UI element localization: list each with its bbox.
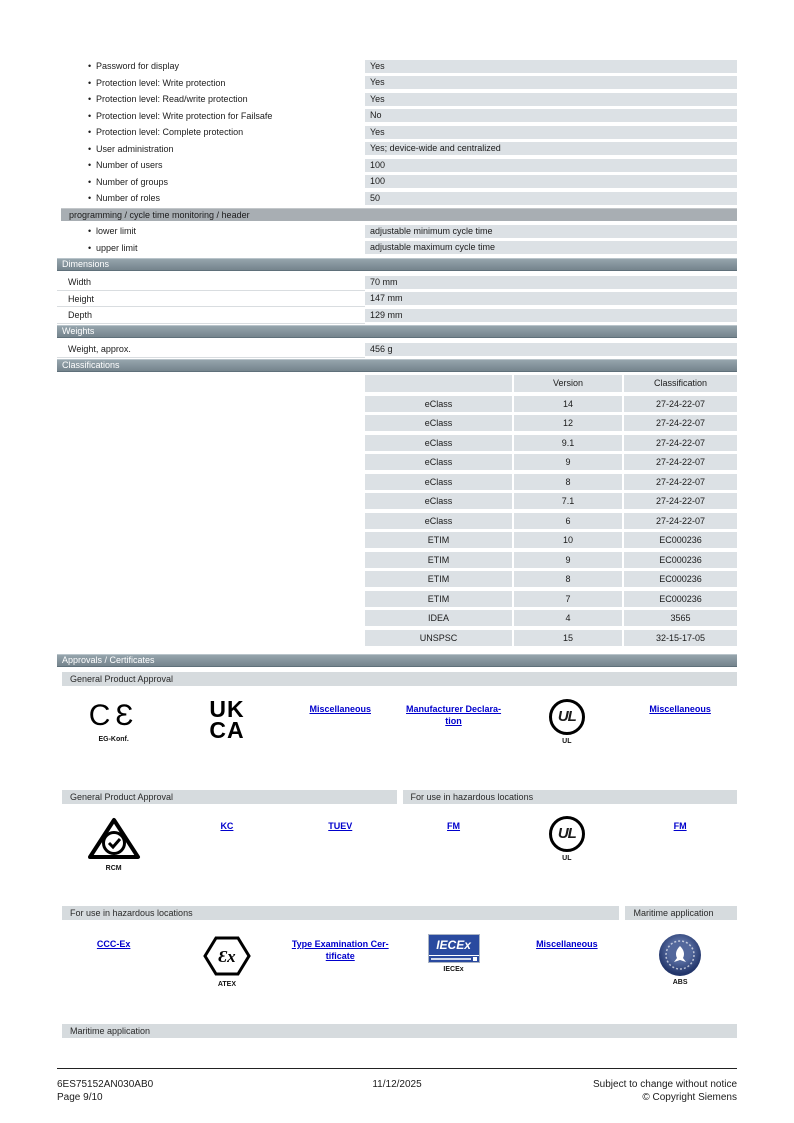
certificate-link[interactable] <box>292 938 389 962</box>
spec-label: Weight, approx. <box>57 341 365 358</box>
programming-rows <box>57 223 737 256</box>
approval-group-header: For use in hazardous locations <box>62 906 619 920</box>
column-header-classification: Classification <box>624 375 737 392</box>
certificate-link-text[interactable]: tificate <box>325 951 355 961</box>
spec-label: • Protection level: Write protection for Failsafe <box>57 111 365 121</box>
classification-code: 27-24-22-07 <box>624 435 737 451</box>
approval-cell <box>510 695 623 790</box>
approval-cell <box>623 695 736 790</box>
classification-version: 6 <box>514 513 622 529</box>
logo-caption: UL <box>562 855 572 862</box>
approval-cell <box>510 930 623 1022</box>
spec-value: 50 <box>365 192 737 205</box>
approval-group-header: General Product Approval <box>62 790 397 804</box>
spec-row <box>57 58 737 75</box>
spec-value: adjustable minimum cycle time <box>365 225 737 238</box>
ce-mark-icon: CƐ <box>88 699 139 732</box>
approval-cell <box>170 930 283 1022</box>
spec-row <box>57 75 737 92</box>
ukca-logo <box>209 696 245 744</box>
section-header-approvals: Approvals / Certificates <box>57 654 737 667</box>
certificate-link-text[interactable]: KC <box>220 821 234 831</box>
classification-row <box>365 415 737 431</box>
ul-logo <box>549 816 585 862</box>
classification-row <box>365 435 737 451</box>
classification-code: 27-24-22-07 <box>624 493 737 509</box>
classification-code: 27-24-22-07 <box>624 396 737 412</box>
certificate-link-text[interactable]: TUEV <box>328 821 353 831</box>
certificate-link[interactable] <box>309 703 371 715</box>
classification-version: 4 <box>514 610 622 626</box>
spec-value: 100 <box>365 175 737 188</box>
spec-label: Width <box>57 274 365 291</box>
classification-row <box>365 630 737 646</box>
approval-cell <box>510 812 623 904</box>
approval-cell <box>284 695 397 790</box>
classification-row <box>365 454 737 470</box>
classification-code: 27-24-22-07 <box>624 454 737 470</box>
spec-value: Yes <box>365 60 737 73</box>
spec-row <box>57 108 737 125</box>
classification-system: eClass <box>365 435 512 451</box>
spec-row <box>57 341 737 358</box>
classification-code: EC000236 <box>624 571 737 587</box>
certificate-link-text[interactable]: CCC-Ex <box>96 939 131 949</box>
atex-mark-icon <box>203 934 251 978</box>
classification-version: 8 <box>514 474 622 490</box>
classification-code: EC000236 <box>624 552 737 568</box>
spec-row <box>57 190 737 207</box>
copyright: © Copyright Siemens <box>642 1092 737 1103</box>
approval-row <box>57 930 737 1022</box>
classification-row <box>365 493 737 509</box>
classifications-table <box>365 375 737 649</box>
approval-cell <box>397 695 510 790</box>
approval-cell <box>397 812 510 904</box>
approval-cell <box>284 812 397 904</box>
spec-label: • User administration <box>57 144 365 154</box>
spec-value: adjustable maximum cycle time <box>365 241 737 254</box>
classification-version: 15 <box>514 630 622 646</box>
classification-version: 8 <box>514 571 622 587</box>
classification-version: 7 <box>514 591 622 607</box>
certificate-link[interactable] <box>97 938 131 950</box>
approval-cell <box>397 930 510 1022</box>
approval-cell <box>170 812 283 904</box>
classification-system: eClass <box>365 396 512 412</box>
approval-cell <box>57 695 170 790</box>
spec-label: • Number of users <box>57 160 365 170</box>
spec-row <box>57 307 737 324</box>
weights-rows <box>57 341 737 358</box>
spec-row <box>57 124 737 141</box>
certificate-link[interactable] <box>649 703 711 715</box>
spec-value: 456 g <box>365 343 737 356</box>
ce-logo <box>89 699 139 743</box>
approval-cell <box>170 695 283 790</box>
classification-row <box>365 571 737 587</box>
spec-label: • Protection level: Write protection <box>57 78 365 88</box>
spec-row <box>57 274 737 291</box>
certificate-link-text[interactable]: FM <box>673 821 687 831</box>
ul-mark-icon: UL <box>549 699 585 735</box>
certificate-link[interactable] <box>406 703 501 727</box>
spec-label: • Protection level: Complete protection <box>57 127 365 137</box>
classification-version: 9 <box>514 454 622 470</box>
column-header-blank <box>365 375 512 392</box>
classification-row <box>365 532 737 548</box>
ukca-mark-icon: UK CA <box>209 696 245 744</box>
classification-code: 27-24-22-07 <box>624 513 737 529</box>
classification-version: 9 <box>514 552 622 568</box>
spec-value: 100 <box>365 159 737 172</box>
classification-system: eClass <box>365 513 512 529</box>
certificate-link-text[interactable]: Type Examination Cer- <box>291 939 389 949</box>
approval-group-header: For use in hazardous locations <box>403 790 738 804</box>
classification-code: EC000236 <box>624 591 737 607</box>
certificate-link-text[interactable]: Miscellaneous <box>536 939 598 949</box>
classification-row <box>365 474 737 490</box>
classification-code: EC000236 <box>624 532 737 548</box>
classification-system: ETIM <box>365 532 512 548</box>
classification-version: 9.1 <box>514 435 622 451</box>
approval-cell <box>57 930 170 1022</box>
abs-logo <box>659 934 701 986</box>
spec-value: No <box>365 109 737 122</box>
logo-caption: ATEX <box>217 981 237 988</box>
spec-row <box>57 240 737 257</box>
approval-group-header: General Product Approval <box>62 672 737 686</box>
classification-version: 12 <box>514 415 622 431</box>
certificate-link[interactable] <box>447 820 460 832</box>
spec-row <box>57 291 737 308</box>
classification-version: 10 <box>514 532 622 548</box>
abs-mark-icon <box>659 934 701 976</box>
logo-caption: RCM <box>105 865 122 872</box>
classification-code: 27-24-22-07 <box>624 474 737 490</box>
section-header-weights: Weights <box>57 325 737 338</box>
atex-logo <box>203 934 251 988</box>
iecex-mark-icon: IECEx <box>428 934 480 963</box>
classification-code: 3565 <box>624 610 737 626</box>
spec-label: • Number of groups <box>57 177 365 187</box>
certificate-link-text[interactable]: FM <box>447 821 461 831</box>
spec-row <box>57 91 737 108</box>
spec-label: • Protection level: Read/write protection <box>57 94 365 104</box>
spec-value: Yes <box>365 76 737 89</box>
certificate-link[interactable] <box>220 820 233 832</box>
classifications-table-header <box>365 375 737 392</box>
approval-cell <box>284 930 397 1022</box>
page-footer <box>57 1068 737 1104</box>
section-header-dimensions: Dimensions <box>57 258 737 271</box>
spec-label: • lower limit <box>57 226 365 236</box>
classification-system: eClass <box>365 493 512 509</box>
iecex-logo <box>428 934 480 973</box>
approval-cell <box>57 812 170 904</box>
certificate-link[interactable] <box>674 820 687 832</box>
logo-caption: EG-Konf. <box>98 736 129 743</box>
spec-row <box>57 223 737 240</box>
spec-value: 147 mm <box>365 292 737 305</box>
spec-label: Height <box>57 291 365 308</box>
spec-label: • Number of roles <box>57 193 365 203</box>
ul-mark-icon: UL <box>549 816 585 852</box>
spec-value: 129 mm <box>365 309 737 322</box>
spec-row <box>57 157 737 174</box>
classification-system: UNSPSC <box>365 630 512 646</box>
spec-row <box>57 174 737 191</box>
classification-system: IDEA <box>365 610 512 626</box>
spec-label: Depth <box>57 307 365 324</box>
footer-date: 11/12/2025 <box>372 1079 422 1090</box>
approval-cell <box>623 812 736 904</box>
approval-group-header: Maritime application <box>625 906 737 920</box>
classification-row <box>365 396 737 412</box>
classification-system: ETIM <box>365 571 512 587</box>
certificate-link-text[interactable]: Miscellaneous <box>649 704 711 714</box>
ul-logo <box>549 699 585 745</box>
classification-code: 27-24-22-07 <box>624 415 737 431</box>
logo-caption: ABS <box>672 979 688 986</box>
spec-value: Yes <box>365 93 737 106</box>
classification-row <box>365 610 737 626</box>
classification-row <box>365 591 737 607</box>
classification-system: ETIM <box>365 591 512 607</box>
spec-value: Yes; device-wide and centralized <box>365 142 737 155</box>
spec-table <box>57 58 737 207</box>
classification-row <box>365 552 737 568</box>
classification-code: 32-15-17-05 <box>624 630 737 646</box>
dimensions-rows <box>57 274 737 324</box>
logo-caption: UL <box>562 738 572 745</box>
svg-text:Ɛx: Ɛx <box>218 947 236 966</box>
spec-value: 70 mm <box>365 276 737 289</box>
certificate-link[interactable] <box>536 938 598 950</box>
classification-system: ETIM <box>365 552 512 568</box>
certificate-link-text[interactable]: Manufacturer Declara- <box>406 704 502 714</box>
classification-version: 7.1 <box>514 493 622 509</box>
page-number: Page 9/10 <box>57 1092 103 1103</box>
classification-row <box>365 513 737 529</box>
change-notice: Subject to change without notice <box>593 1079 737 1090</box>
certificate-link-text[interactable]: tion <box>445 716 462 726</box>
classification-version: 14 <box>514 396 622 412</box>
section-header-classifications: Classifications <box>57 359 737 372</box>
column-header-version: Version <box>514 375 622 392</box>
spec-value: Yes <box>365 126 737 139</box>
approval-cell <box>623 930 736 1022</box>
classification-system: eClass <box>365 415 512 431</box>
classification-system: eClass <box>365 474 512 490</box>
logo-caption: IECEx <box>443 966 464 973</box>
approval-group-header: Maritime application <box>62 1024 737 1038</box>
spec-label: • upper limit <box>57 243 365 253</box>
rcm-mark-icon <box>86 816 142 862</box>
certificate-link-text[interactable]: Miscellaneous <box>309 704 371 714</box>
certificate-link[interactable] <box>328 820 352 832</box>
spec-row <box>57 141 737 158</box>
article-number: 6ES75152AN030AB0 <box>57 1079 154 1090</box>
approval-row <box>57 812 737 904</box>
subsection-header-programming: programming / cycle time monitoring / header <box>61 208 737 221</box>
approval-row <box>57 695 737 790</box>
classification-system: eClass <box>365 454 512 470</box>
spec-label: • Password for display <box>57 61 365 71</box>
rcm-logo <box>86 816 142 872</box>
